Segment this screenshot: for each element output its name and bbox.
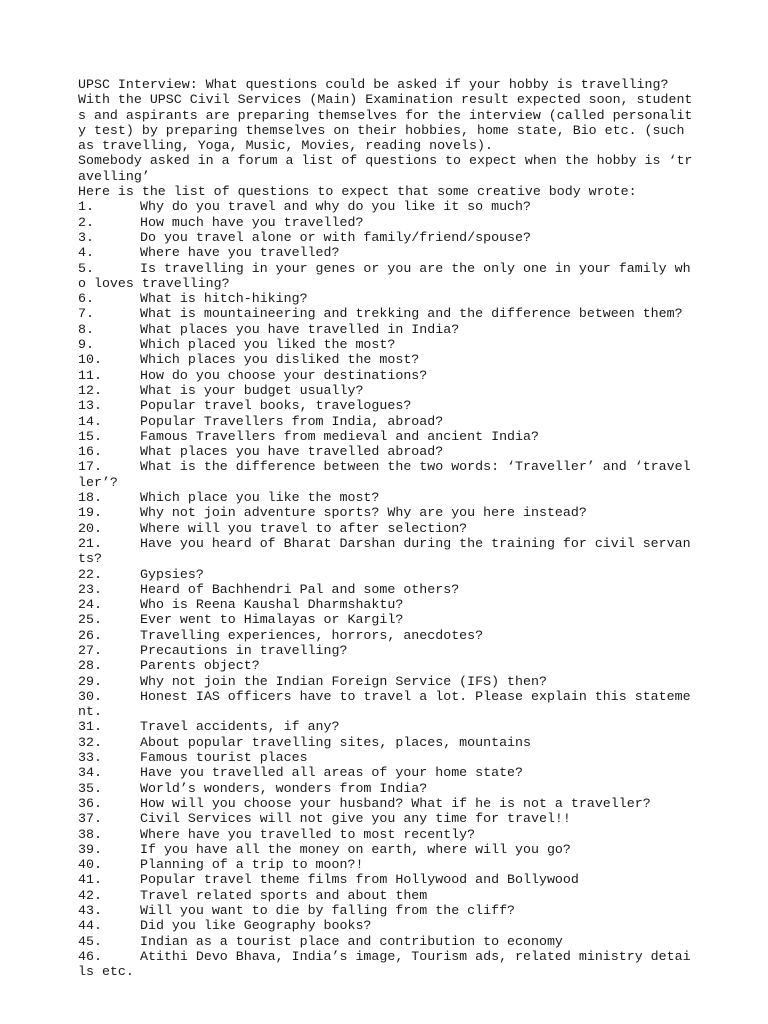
question-number: 10. [78, 352, 102, 368]
question-text: What places you have travelled abroad? [140, 444, 444, 460]
question-item [78, 306, 698, 321]
question-item [78, 612, 698, 627]
question-item [78, 827, 698, 842]
question-item [78, 857, 698, 872]
question-text: Which places you disliked the most? [140, 352, 420, 368]
question-item [78, 521, 698, 536]
question-number: 19. [78, 505, 102, 521]
question-item [78, 918, 698, 933]
question-item [78, 536, 698, 567]
question-number: 12. [78, 382, 102, 398]
question-text: Atithi Devo Bhava, India’s image, Tourism ads, related ministry details etc. [78, 948, 691, 980]
question-item [78, 322, 698, 337]
question-text: Which place you like the most? [140, 490, 380, 506]
question-number: 9. [78, 337, 94, 353]
question-text: What is the difference between the two words: ‘Traveller’ and ‘traveller’? [78, 459, 691, 490]
question-text: Who is Reena Kaushal Dharmshaktu? [140, 597, 404, 613]
question-item [78, 750, 698, 765]
question-item [78, 674, 698, 689]
question-item [78, 765, 698, 780]
question-item [78, 352, 698, 367]
question-item [78, 337, 698, 352]
question-item [78, 582, 698, 597]
question-text: How will you choose your husband? What if he is not a traveller? [140, 795, 651, 811]
question-text: Do you travel alone or with family/friend/spouse? [140, 229, 531, 245]
question-number: 34. [78, 765, 102, 781]
question-number: 14. [78, 413, 102, 429]
question-item [78, 719, 698, 734]
question-text: Civil Services will not give you any time for travel!! [140, 811, 571, 827]
question-number: 27. [78, 642, 102, 658]
question-text: Famous tourist places [140, 750, 308, 766]
question-number: 8. [78, 321, 94, 337]
question-item [78, 245, 698, 260]
question-number: 15. [78, 428, 102, 444]
question-number: 1. [78, 199, 94, 215]
question-text: Have you heard of Bharat Darshan during the training for civil servants? [78, 535, 691, 567]
question-item [78, 429, 698, 444]
question-item [78, 872, 698, 887]
question-text: What is your budget usually? [140, 382, 364, 398]
question-number: 17. [78, 459, 102, 475]
question-text: Popular travel books, travelogues? [140, 398, 412, 414]
question-item [78, 949, 698, 980]
question-item [78, 444, 698, 459]
question-text: About popular travelling sites, places, mountains [140, 734, 531, 750]
question-item [78, 398, 698, 413]
question-text: Did you like Geography books? [140, 918, 372, 934]
question-item [78, 505, 698, 520]
forum-note-paragraph: Somebody asked in a forum a list of questions to expect when the hobby is ‘travelling’ [78, 153, 693, 184]
question-number: 40. [78, 857, 102, 873]
question-number: 24. [78, 597, 102, 613]
question-text: Famous Travellers from medieval and ancient India? [140, 428, 539, 444]
question-text: Heard of Bachhendri Pal and some others? [140, 581, 460, 597]
question-item [78, 459, 698, 490]
question-text: Popular Travellers from India, abroad? [140, 413, 444, 429]
question-number: 25. [78, 612, 102, 628]
question-text: Will you want to die by falling from the cliff? [140, 903, 516, 919]
question-item [78, 643, 698, 658]
question-number: 4. [78, 245, 94, 261]
question-number: 26. [78, 627, 102, 643]
question-item [78, 796, 698, 811]
question-text: Travelling experiences, horrors, anecdotes? [140, 627, 484, 643]
question-text: Indian as a tourist place and contribution to economy [140, 933, 563, 949]
question-item [78, 199, 698, 214]
question-text: Travel accidents, if any? [140, 719, 340, 735]
document-page [78, 77, 698, 980]
question-item [78, 414, 698, 429]
intro-paragraph: With the UPSC Civil Services (Main) Examination result expected soon, students and aspirants are preparing themselves for the interview (called personality test) by preparing themselves on their hobbies, home state, Bio etc. (such as travelling, Yoga, Music, Movies, reading novels). [78, 92, 693, 154]
question-number: 37. [78, 811, 102, 827]
question-text: How much have you travelled? [140, 214, 364, 230]
question-item [78, 291, 698, 306]
question-number: 45. [78, 933, 102, 949]
question-text: How do you choose your destinations? [140, 367, 428, 383]
question-item [78, 215, 698, 230]
question-item [78, 658, 698, 673]
question-item [78, 811, 698, 826]
question-number: 22. [78, 566, 102, 582]
list-intro-paragraph: Here is the list of questions to expect that some creative body wrote: [78, 184, 637, 200]
question-text: Is travelling in your genes or you are the only one in your family who loves travelling? [78, 260, 691, 291]
question-text: Have you travelled all areas of your home state? [140, 765, 524, 781]
question-number: 33. [78, 750, 102, 766]
question-number: 28. [78, 658, 102, 674]
question-number: 36. [78, 795, 102, 811]
question-number: 30. [78, 688, 102, 704]
question-item [78, 781, 698, 796]
question-list [78, 199, 698, 979]
question-text: Planning of a trip to moon?! [140, 857, 364, 873]
question-text: World’s wonders, wonders from India? [140, 780, 428, 796]
question-text: What places you have travelled in India? [140, 321, 460, 337]
question-number: 29. [78, 673, 102, 689]
question-item [78, 689, 698, 720]
question-item [78, 934, 698, 949]
question-number: 43. [78, 903, 102, 919]
question-number: 6. [78, 291, 94, 307]
question-number: 31. [78, 719, 102, 735]
question-text: Precautions in travelling? [140, 642, 348, 658]
question-item [78, 383, 698, 398]
question-text: Where have you travelled? [140, 245, 340, 261]
question-text: Why do you travel and why do you like it so much? [140, 199, 531, 215]
question-number: 23. [78, 581, 102, 597]
question-number: 13. [78, 398, 102, 414]
question-text: Where will you travel to after selection? [140, 520, 468, 536]
question-number: 20. [78, 520, 102, 536]
question-number: 5. [78, 260, 94, 276]
question-number: 41. [78, 872, 102, 888]
question-number: 44. [78, 918, 102, 934]
question-item [78, 261, 698, 292]
question-text: Ever went to Himalayas or Kargil? [140, 612, 404, 628]
question-text: If you have all the money on earth, where will you go? [140, 841, 571, 857]
question-item [78, 628, 698, 643]
question-item [78, 567, 698, 582]
question-text: What is hitch-hiking? [140, 291, 308, 307]
question-item [78, 903, 698, 918]
question-number: 21. [78, 535, 102, 551]
question-number: 11. [78, 367, 102, 383]
document-title: UPSC Interview: What questions could be asked if your hobby is travelling? [78, 77, 669, 92]
question-item [78, 888, 698, 903]
question-number: 32. [78, 734, 102, 750]
question-text: Where have you travelled to most recently? [140, 826, 476, 842]
question-number: 7. [78, 306, 94, 322]
question-text: Parents object? [140, 658, 260, 674]
question-number: 39. [78, 841, 102, 857]
question-number: 35. [78, 780, 102, 796]
question-item [78, 842, 698, 857]
question-number: 46. [78, 948, 102, 964]
question-text: What is mountaineering and trekking and the difference between them? [140, 306, 683, 322]
question-number: 3. [78, 229, 94, 245]
question-text: Popular travel theme films from Hollywood and Bollywood [140, 872, 579, 888]
question-item [78, 230, 698, 245]
question-number: 16. [78, 444, 102, 460]
question-text: Why not join the Indian Foreign Service (IFS) then? [140, 673, 547, 689]
question-text: Why not join adventure sports? Why are you here instead? [140, 505, 587, 521]
question-number: 38. [78, 826, 102, 842]
question-text: Gypsies? [140, 566, 204, 582]
question-number: 42. [78, 887, 102, 903]
question-text: Which placed you liked the most? [140, 337, 396, 353]
question-number: 2. [78, 214, 94, 230]
question-item [78, 490, 698, 505]
question-text: Honest IAS officers have to travel a lot. Please explain this statement. [78, 688, 691, 720]
question-item [78, 368, 698, 383]
question-text: Travel related sports and about them [140, 887, 428, 903]
question-item [78, 597, 698, 612]
question-number: 18. [78, 490, 102, 506]
question-item [78, 735, 698, 750]
